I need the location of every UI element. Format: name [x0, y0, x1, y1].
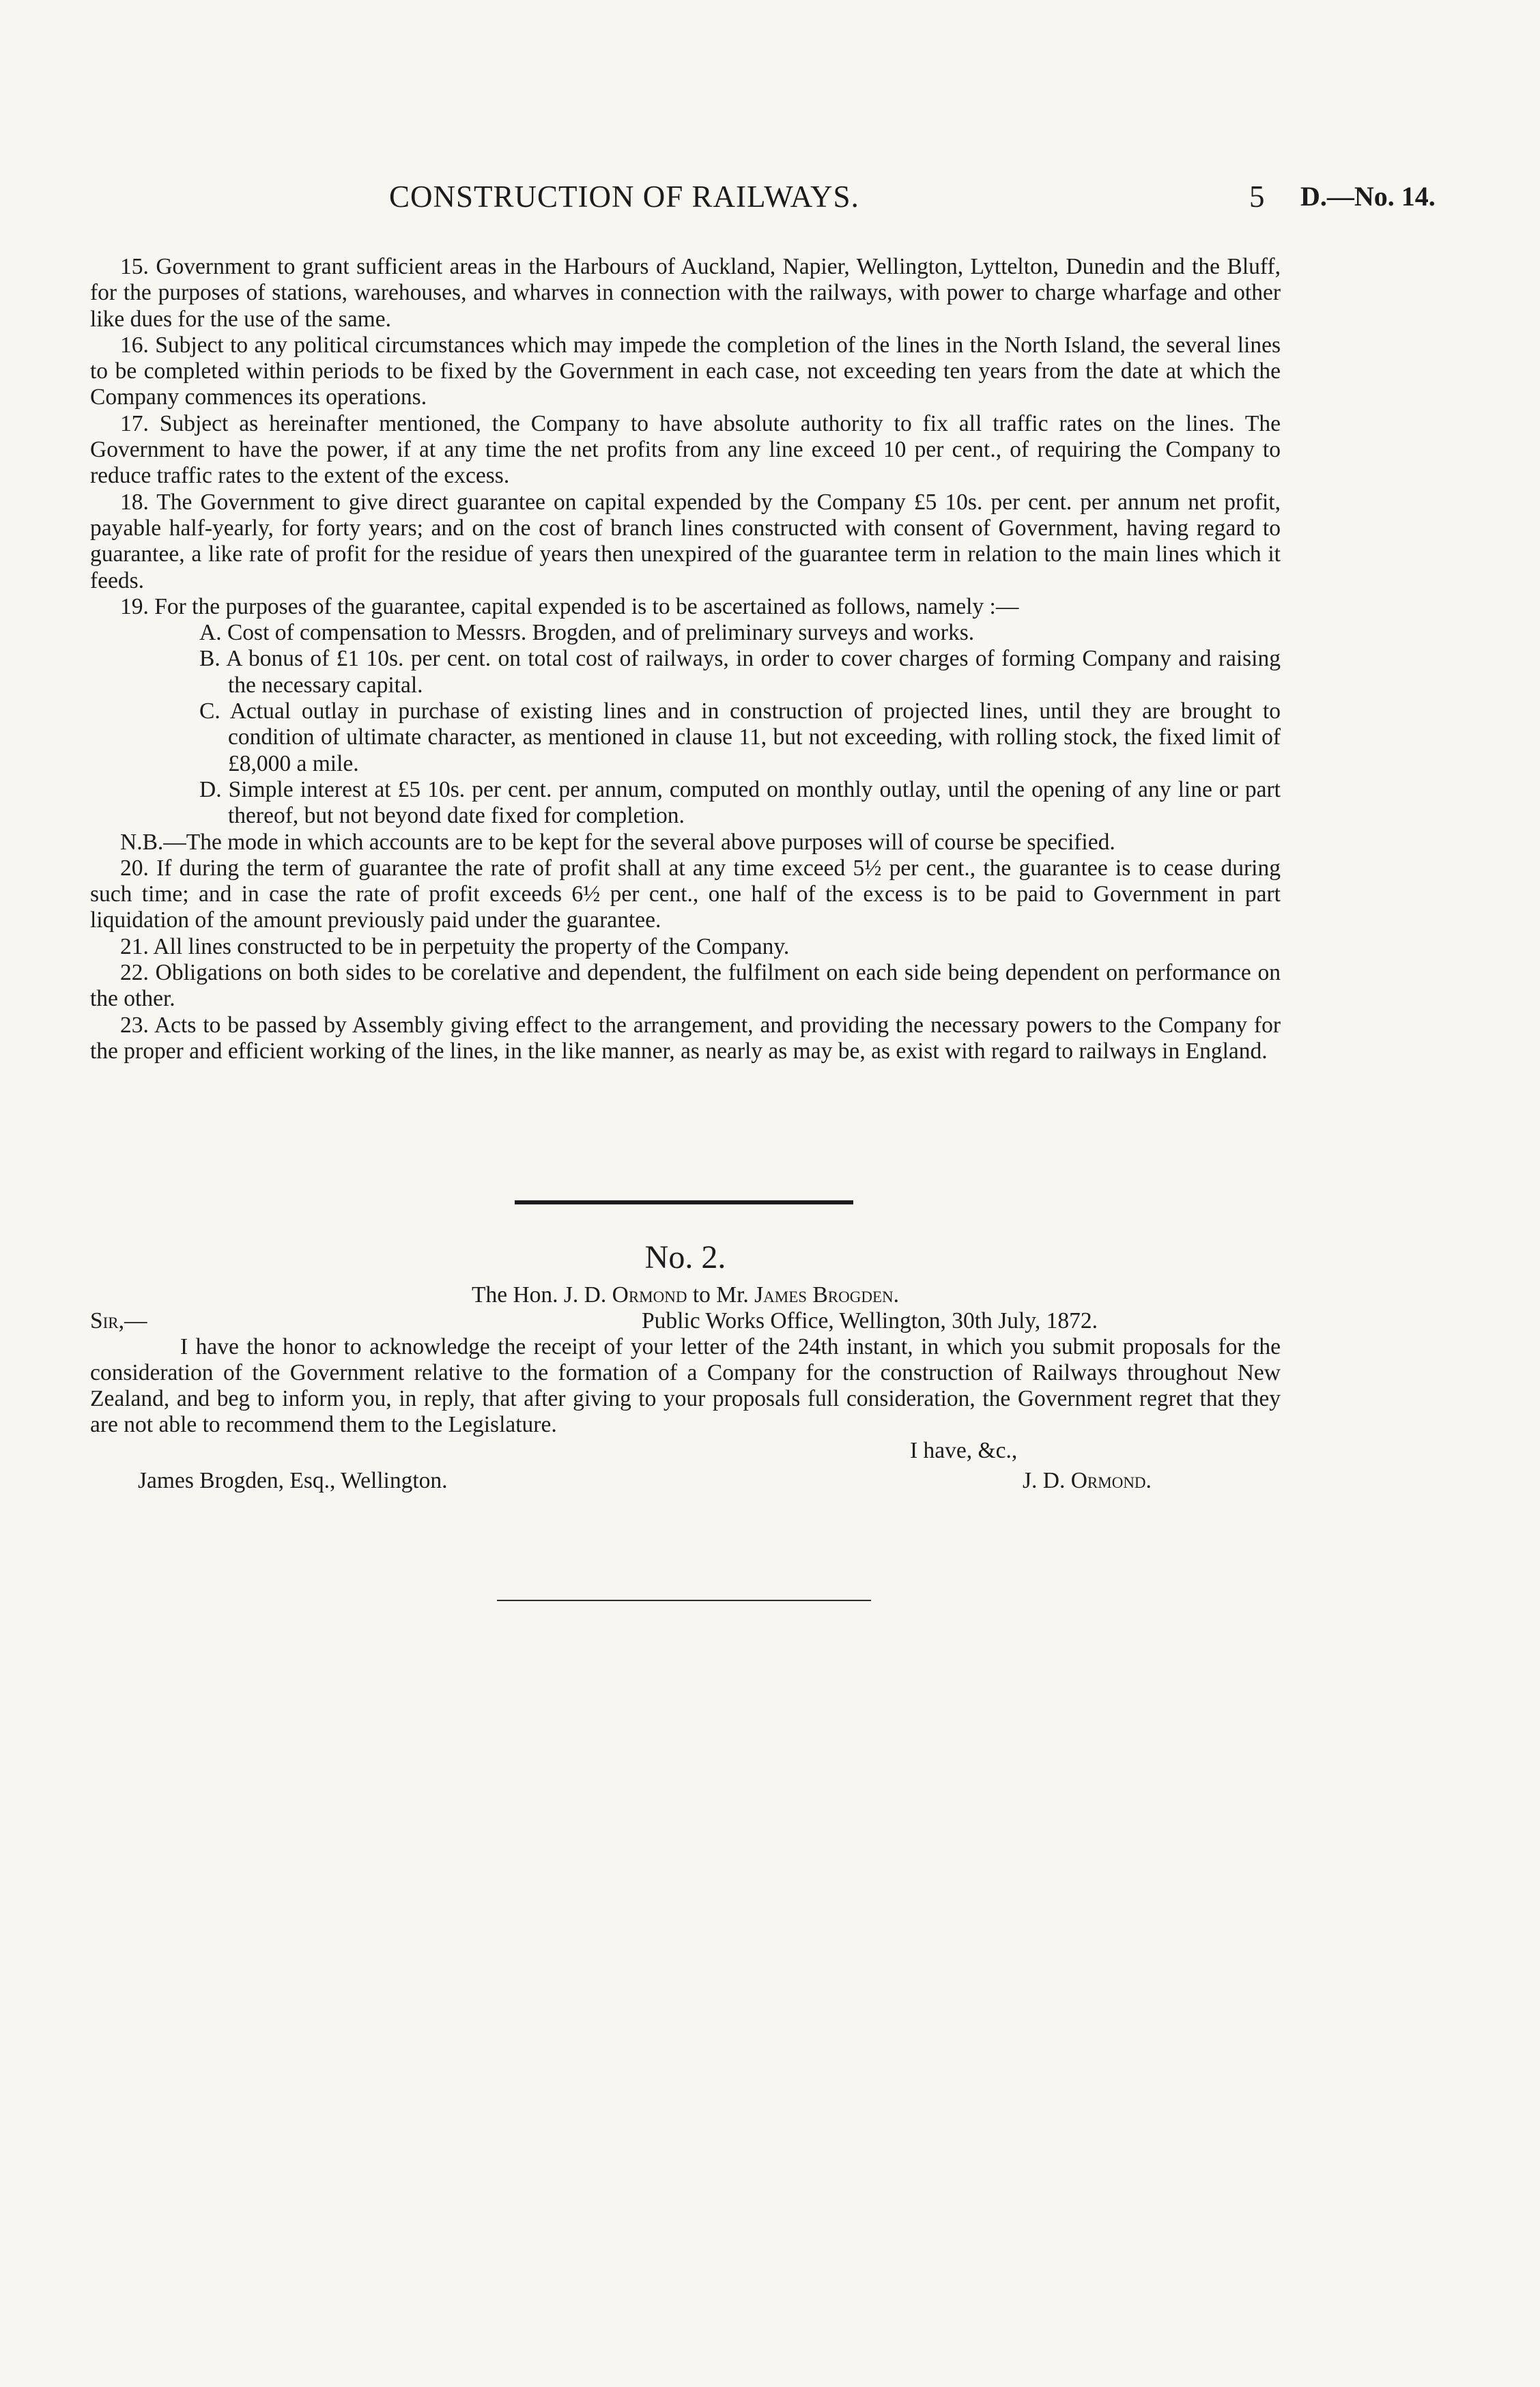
- clause-19-item-c: C. Actual outlay in purchase of existing lines and in construction of projected lines, until they are brought to condition of ultimate character, as mentioned in clause 11, but not exceeding, with rolling stock, the fixed limit of £8,000 a mile.: [199, 698, 1281, 776]
- salutation: Sir,—: [90, 1308, 147, 1333]
- clause-18: 18. The Government to give direct guarantee on capital expended by the Company £5 10s. per cent. per annum net profit, payable half-yearly, for forty years; and on the cost of branch lines constructed with consent of Government, having regard to guarantee, a like rate of profit for the residue of years then unexpired of the guarantee term in relation to the main lines which it feeds.: [90, 489, 1281, 593]
- end-divider: [497, 1600, 871, 1601]
- nota-bene: N.B.—The mode in which accounts are to be kept for the several above purposes will of course be specified.: [120, 829, 1115, 855]
- letter-body: I have the honor to acknowledge the receipt of your letter of the 24th instant, in which you submit proposals for the consideration of the Government relative to the formation of a Company for the construction of Railways throughout New Zealand, and beg to inform you, in reply, that after giving to your proposals full consideration, the Government regret that they are not able to recommend them to the Legislature.: [90, 1334, 1281, 1437]
- heading-mid: to Mr.: [692, 1282, 749, 1308]
- letter-heading: [90, 1282, 1281, 1308]
- sign-off: I have, &c.,: [910, 1438, 1018, 1463]
- clause-20: 20. If during the term of guarantee the rate of profit shall at any time exceed 5½ per cent., the guarantee is to cease during such time; and in case the rate of profit exceeds 6½ per cent., one half of the excess is to be paid to Government in part liquidation of the amount previously paid under the guarantee.: [90, 855, 1281, 933]
- letter-closing: [90, 1438, 1281, 1506]
- clause-15: 15. Government to grant sufficient areas in the Harbours of Auckland, Napier, Wellington, Lyttelton, Dunedin and the Bluff, for the purposes of stations, warehouses, and wharves in connection with the railways, with power to charge wharfage and other like dues for the use of the same.: [90, 254, 1281, 332]
- clause-17: 17. Subject as hereinafter mentioned, the Company to have absolute authority to fix all traffic rates on the lines. The Government to have the power, if at any time the net profits from any line exceed 10 per cent., of requiring the Company to reduce traffic rates to the extent of the excess.: [90, 410, 1281, 489]
- letter-no-2: [90, 1237, 1281, 1506]
- clause-22: 22. Obligations on both sides to be corelative and dependent, the fulfilment on each side being dependent on performance on the other.: [90, 960, 1281, 1012]
- signature: J. D. Ormond.: [1023, 1468, 1152, 1493]
- running-title: CONSTRUCTION OF RAILWAYS.: [389, 180, 859, 214]
- page-number: 5: [1249, 180, 1265, 214]
- letter-number: No. 2.: [644, 1239, 726, 1275]
- clause-23: 23. Acts to be passed by Assembly giving effect to the arrangement, and providing the necessary powers to the Company for the proper and efficient working of the lines, in the like manner, as nearly as may be, as exist with regard to railways in England.: [90, 1012, 1281, 1064]
- page-header: [0, 179, 1540, 220]
- clause-21: 21. All lines constructed to be in perpetuity the property of the Company.: [120, 933, 790, 959]
- heading-prefix: The Hon. J. D.: [472, 1282, 607, 1308]
- clauses-section: [90, 254, 1281, 1064]
- clause-19-item-d: D. Simple interest at £5 10s. per cent. per annum, computed on monthly outlay, until the opening of any line or part thereof, but not beyond date fixed for completion.: [199, 776, 1281, 829]
- dateline: Public Works Office, Wellington, 30th July, 1872.: [642, 1308, 1098, 1333]
- salutation-line: [90, 1308, 1281, 1334]
- clause-19: 19. For the purposes of the guarantee, capital expended is to be ascertained as follows, namely :—: [120, 593, 1019, 619]
- heading-sender: Ormond: [612, 1282, 687, 1308]
- heading-recipient: James Brogden.: [754, 1282, 899, 1308]
- clause-19-item-a: A. Cost of compensation to Messrs. Brogden, and of preliminary surveys and works.: [199, 620, 975, 646]
- clause-16: 16. Subject to any political circumstances which may impede the completion of the lines in the North Island, the several lines to be completed within periods to be fixed by the Government in each case, not exceeding ten years from the date at which the Company commences its operations.: [90, 332, 1281, 410]
- section-divider: [515, 1200, 853, 1204]
- addressee: James Brogden, Esq., Wellington.: [138, 1468, 448, 1493]
- clause-19-item-b: B. A bonus of £1 10s. per cent. on total cost of railways, in order to cover charges of forming Company and raising the necessary capital.: [199, 646, 1281, 698]
- document-reference: D.—No. 14.: [1300, 181, 1436, 212]
